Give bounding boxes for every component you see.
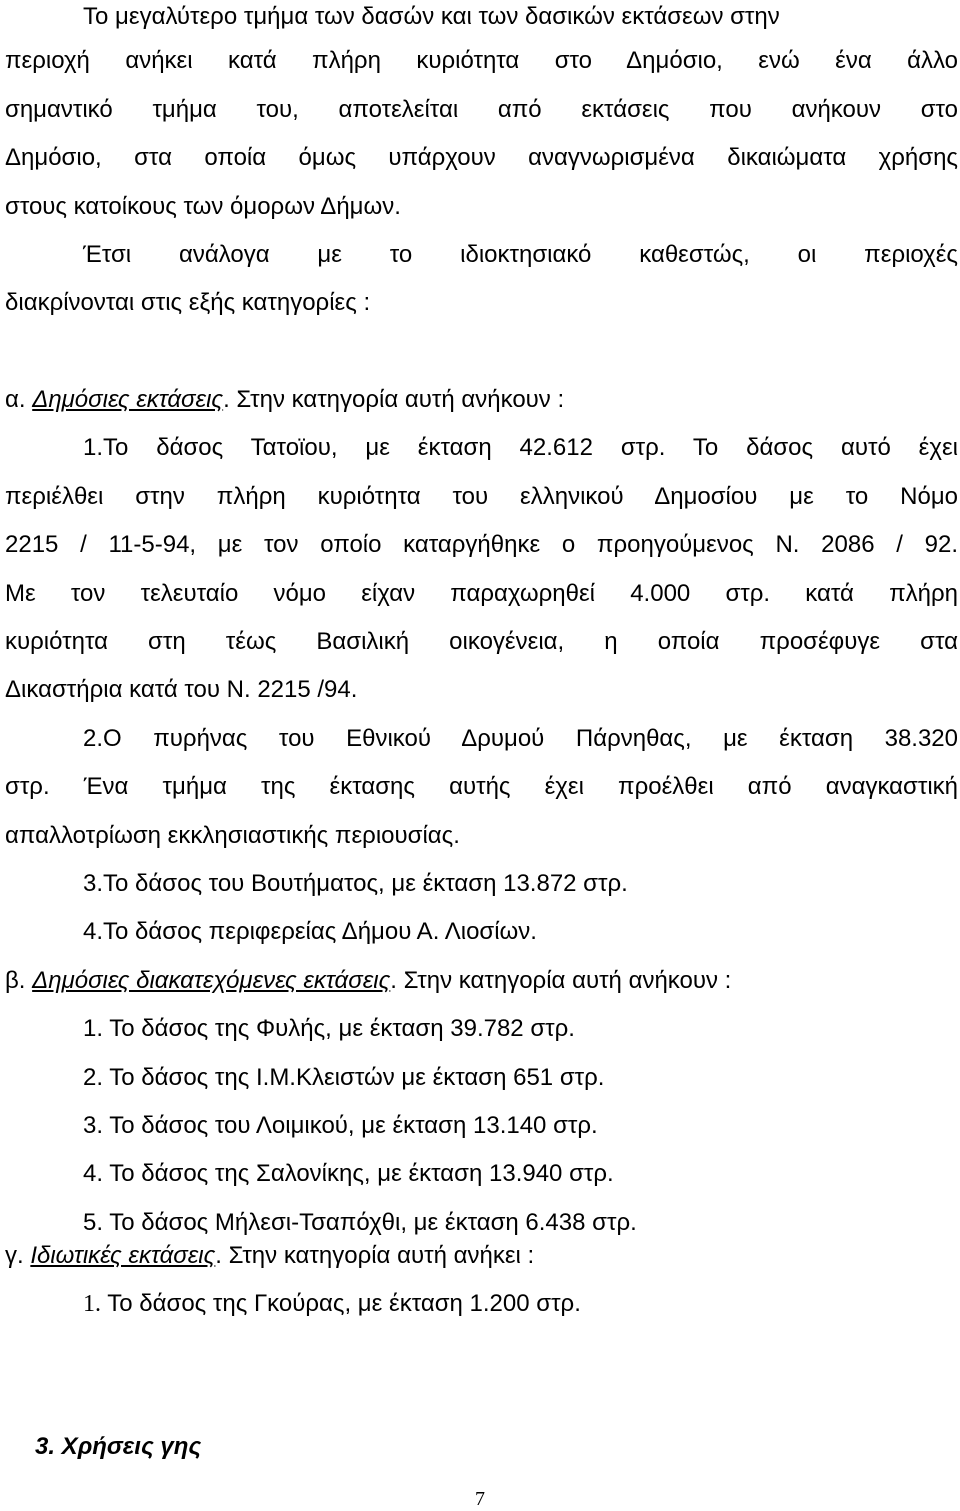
section-b-suffix: . Στην κατηγορία αυτή ανήκουν : xyxy=(390,967,732,994)
intro-line: περιοχή ανήκει κατά πλήρη κυριότητα στο Δημόσιο, ενώ ένα άλλο xyxy=(5,47,958,74)
intro-line: διακρίνονται στις εξής κατηγορίες : xyxy=(5,289,371,316)
section-b-item: 1. Το δάσος της Φυλής, με έκταση 39.782 στρ. xyxy=(83,1015,575,1042)
page-number: 7 xyxy=(475,1488,485,1510)
section-a-item2-line: 2.Ο πυρήνας του Εθνικού Δρυμού Πάρνηθας, με έκταση 38.320 xyxy=(83,725,958,752)
section-a-item1-line: Με τον τελευταίο νόμο είχαν παραχωρηθεί 4.000 στρ. κατά πλήρη xyxy=(5,580,958,607)
section-a-item3: 3.Το δάσος του Βουτήματος, με έκταση 13.872 στρ. xyxy=(83,870,628,897)
section-a-item1-line: Δικαστήρια κατά του Ν. 2215 /94. xyxy=(5,676,358,703)
section-b-heading xyxy=(5,966,731,996)
section-a-item1-line: περιέλθει στην πλήρη κυριότητα του ελληνικού Δημοσίου με το Νόμο xyxy=(5,483,958,510)
section-b-title: Δημόσιες διακατεχόμενες εκτάσεις xyxy=(32,967,391,994)
next-section-heading: 3. Χρήσεις γης xyxy=(35,1433,202,1460)
section-c-item-number: 1. xyxy=(83,1291,101,1317)
intro-line: Έτσι ανάλογα με το ιδιοκτησιακό καθεστώς, οι περιοχές xyxy=(83,241,958,268)
section-b-item: 3. Το δάσος του Λοιμικού, με έκταση 13.140 στρ. xyxy=(83,1112,598,1139)
section-c-item-text: Το δάσος της Γκούρας, με έκταση 1.200 στρ. xyxy=(101,1290,581,1317)
section-a-item1-line: 1.Το δάσος Τατοϊου, με έκταση 42.612 στρ. Το δάσος αυτό έχει xyxy=(83,434,958,461)
section-a-suffix: . Στην κατηγορία αυτή ανήκουν : xyxy=(223,386,565,413)
section-c-suffix: . Στην κατηγορία αυτή ανήκει : xyxy=(215,1242,535,1269)
section-a-title: Δημόσιες εκτάσεις xyxy=(32,386,224,413)
intro-line: σημαντικό τμήμα του, αποτελείται από εκτάσεις που ανήκουν στο xyxy=(5,96,958,123)
section-a-item1-line: κυριότητα στη τέως Βασιλική οικογένεια, η οποία προσέφυγε στα xyxy=(5,628,958,655)
section-c-item xyxy=(83,1289,581,1319)
section-c-heading xyxy=(5,1241,534,1271)
section-a-item2-line: στρ. Ένα τμήμα της έκτασης αυτής έχει προέλθει από αναγκαστική xyxy=(5,773,958,800)
section-a-heading xyxy=(5,385,564,415)
section-b-item: 2. Το δάσος της Ι.Μ.Κλειστών με έκταση 651 στρ. xyxy=(83,1064,605,1091)
section-b-item: 5. Το δάσος Μήλεσι-Τσαπόχθι, με έκταση 6.438 στρ. xyxy=(83,1209,637,1236)
intro-line: στους κατοίκους των όμορων Δήμων. xyxy=(5,193,401,220)
section-a-prefix: α. xyxy=(5,386,33,413)
section-c-title: Ιδιωτικές εκτάσεις xyxy=(30,1242,216,1269)
section-b-item: 4. Το δάσος της Σαλονίκης, με έκταση 13.940 στρ. xyxy=(83,1160,614,1187)
section-c-prefix: γ. xyxy=(5,1242,31,1269)
intro-line: Το μεγαλύτερο τμήμα των δασών και των δασικών εκτάσεων στην xyxy=(83,3,780,30)
section-a-item1-line: 2215 / 11-5-94, με τον οποίο καταργήθηκε ο προηγούμενος Ν. 2086 / 92. xyxy=(5,531,958,558)
section-a-item4: 4.Το δάσος περιφερείας Δήμου Α. Λιοσίων. xyxy=(83,918,537,945)
section-b-prefix: β. xyxy=(5,967,33,994)
intro-line: Δημόσιο, στα οποία όμως υπάρχουν αναγνωρισμένα δικαιώματα χρήσης xyxy=(5,144,958,171)
section-a-item2-line: απαλλοτρίωση εκκλησιαστικής περιουσίας. xyxy=(5,822,460,849)
